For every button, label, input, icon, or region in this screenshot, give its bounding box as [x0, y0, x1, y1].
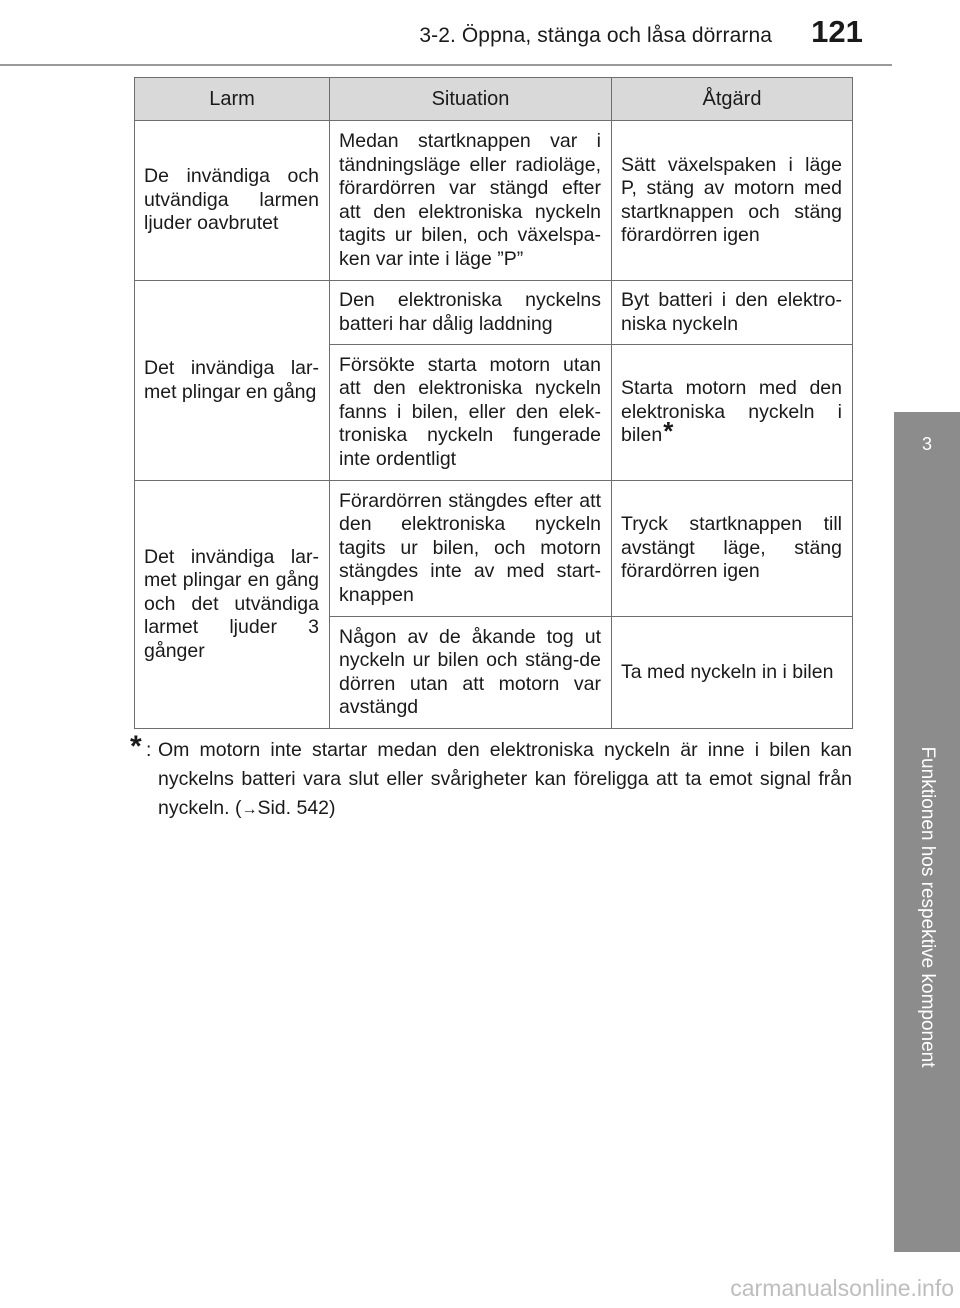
running-header-title: 3-2. Öppna, stänga och låsa dörrarna: [419, 24, 772, 47]
action-text: Starta motorn med den elektroniska nyckeln i bilen: [621, 377, 842, 447]
footnote-marker: *: [663, 416, 674, 447]
table-header-row: [135, 78, 853, 121]
situation-cell: Försökte starta motorn utan att den elektroniska nyckeln fanns i bilen, eller den elek-troniska nyckeln fungerade inte ordentligt: [330, 345, 612, 481]
situation-cell: Medan startknappen var i tändningsläge eller radioläge, förardörren var stängd efter att den elektroniska nyckeln tagits ur bilen, och växelspa-ken var inte i läge ”P”: [330, 121, 612, 281]
situation-cell: Den elektroniska nyckelns batteri har dålig laddning: [330, 281, 612, 345]
footnote: [130, 730, 852, 824]
action-cell: Tryck startknappen till avstängt läge, stäng förardörren igen: [612, 481, 853, 617]
alarm-cell: De invändiga och utvändiga larmen ljuder oavbrutet: [135, 121, 330, 281]
action-cell: [612, 345, 853, 481]
situation-cell: Någon av de åkande tog ut nyckeln ur bilen och stäng-de dörren utan att motorn var avstängd: [330, 617, 612, 729]
table-row: [135, 121, 853, 281]
situation-cell: Förardörren stängdes efter att den elektroniska nyckeln tagits ur bilen, och motorn stängdes inte av med start-knappen: [330, 481, 612, 617]
alarm-cell: Det invändiga lar-met plingar en gång: [135, 281, 330, 481]
action-cell: Byt batteri i den elektro-niska nyckeln: [612, 281, 853, 345]
footnote-colon: :: [146, 739, 152, 761]
chapter-side-tab: [894, 412, 960, 1252]
column-header-alarm: Larm: [135, 78, 330, 121]
chapter-title: Funktionen hos respektive komponent: [917, 746, 938, 1068]
page-reference: Sid. 542): [257, 797, 336, 819]
footnote-asterisk: *: [130, 730, 142, 763]
column-header-situation: Situation: [330, 78, 612, 121]
header-divider: [0, 64, 892, 66]
footnote-body: Om motorn inte startar medan den elektroniska nyckeln är inne i bilen kan nyckelns batteri vara slut eller svårigheter kan föreligga att ta emot signal från nyckeln. (: [158, 739, 852, 819]
alarm-table: [134, 77, 853, 729]
table-row: [135, 481, 853, 617]
action-cell: Ta med nyckeln in i bilen: [612, 617, 853, 729]
table-row: [135, 281, 853, 345]
footnote-text: [158, 736, 852, 824]
column-header-action: Åtgärd: [612, 78, 853, 121]
alarm-cell: Det invändiga lar-met plingar en gång och det utvändiga larmet ljuder 3 gånger: [135, 481, 330, 729]
action-cell: Sätt växelspaken i läge P, stäng av motorn med startknappen och stäng förardörren igen: [612, 121, 853, 281]
page-number: 121: [811, 14, 863, 49]
watermark: carmanualsonline.info: [730, 1275, 954, 1301]
chapter-number: 3: [921, 434, 932, 454]
arrow-right-icon: →: [241, 801, 258, 818]
